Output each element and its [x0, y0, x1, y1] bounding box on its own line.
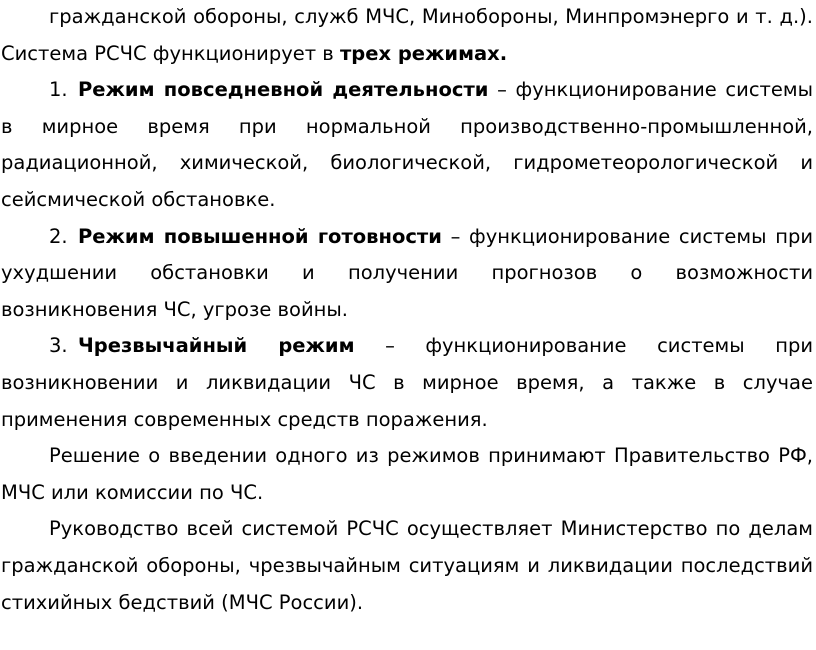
mode-description: – функционирование системы при ухудшении обстановки и получении прогнозов о возможности возникновения ЧС, угрозе войны. — [1, 224, 813, 321]
mode-number: 1. — [49, 78, 68, 102]
mode-title: Режим повседневной деятельности — [78, 78, 489, 102]
mode-title: Режим повышенной готовности — [78, 224, 442, 248]
intro-paragraph — [1, 0, 813, 72]
mode-item-2 — [1, 219, 813, 329]
leadership-paragraph: Руководство всей системой РСЧС осуществляет Министерство по делам гражданской обороны, чрезвычайным ситуациям и ликвидации последствий стихийных бедствий (МЧС России). — [1, 517, 813, 614]
intro-text: гражданской обороны, служб МЧС, Минобороны, Минпромэнерго и т. д.). Система РСЧС функционирует в — [1, 5, 813, 65]
decision-paragraph: Решение о введении одного из режимов принимают Правительство РФ, МЧС или комиссии по ЧС. — [1, 444, 813, 504]
intro-emphasis: трех режимах. — [339, 41, 508, 65]
mode-description: – функционирование системы при возникновении и ликвидации ЧС в мирное время, а также в случае применения современных средств поражения. — [1, 334, 813, 431]
mode-number: 2. — [49, 224, 68, 248]
mode-number: 3. — [49, 334, 68, 358]
mode-title: Чрезвычайный режим — [78, 334, 355, 358]
mode-item-3 — [1, 328, 813, 438]
mode-description: – функционирование системы в мирное время при нормальной производственно-промышленной, радиационной, химической, биологической, гидрометеорологической и сейсмической обстановке. — [1, 78, 813, 211]
mode-item-1 — [1, 72, 813, 218]
